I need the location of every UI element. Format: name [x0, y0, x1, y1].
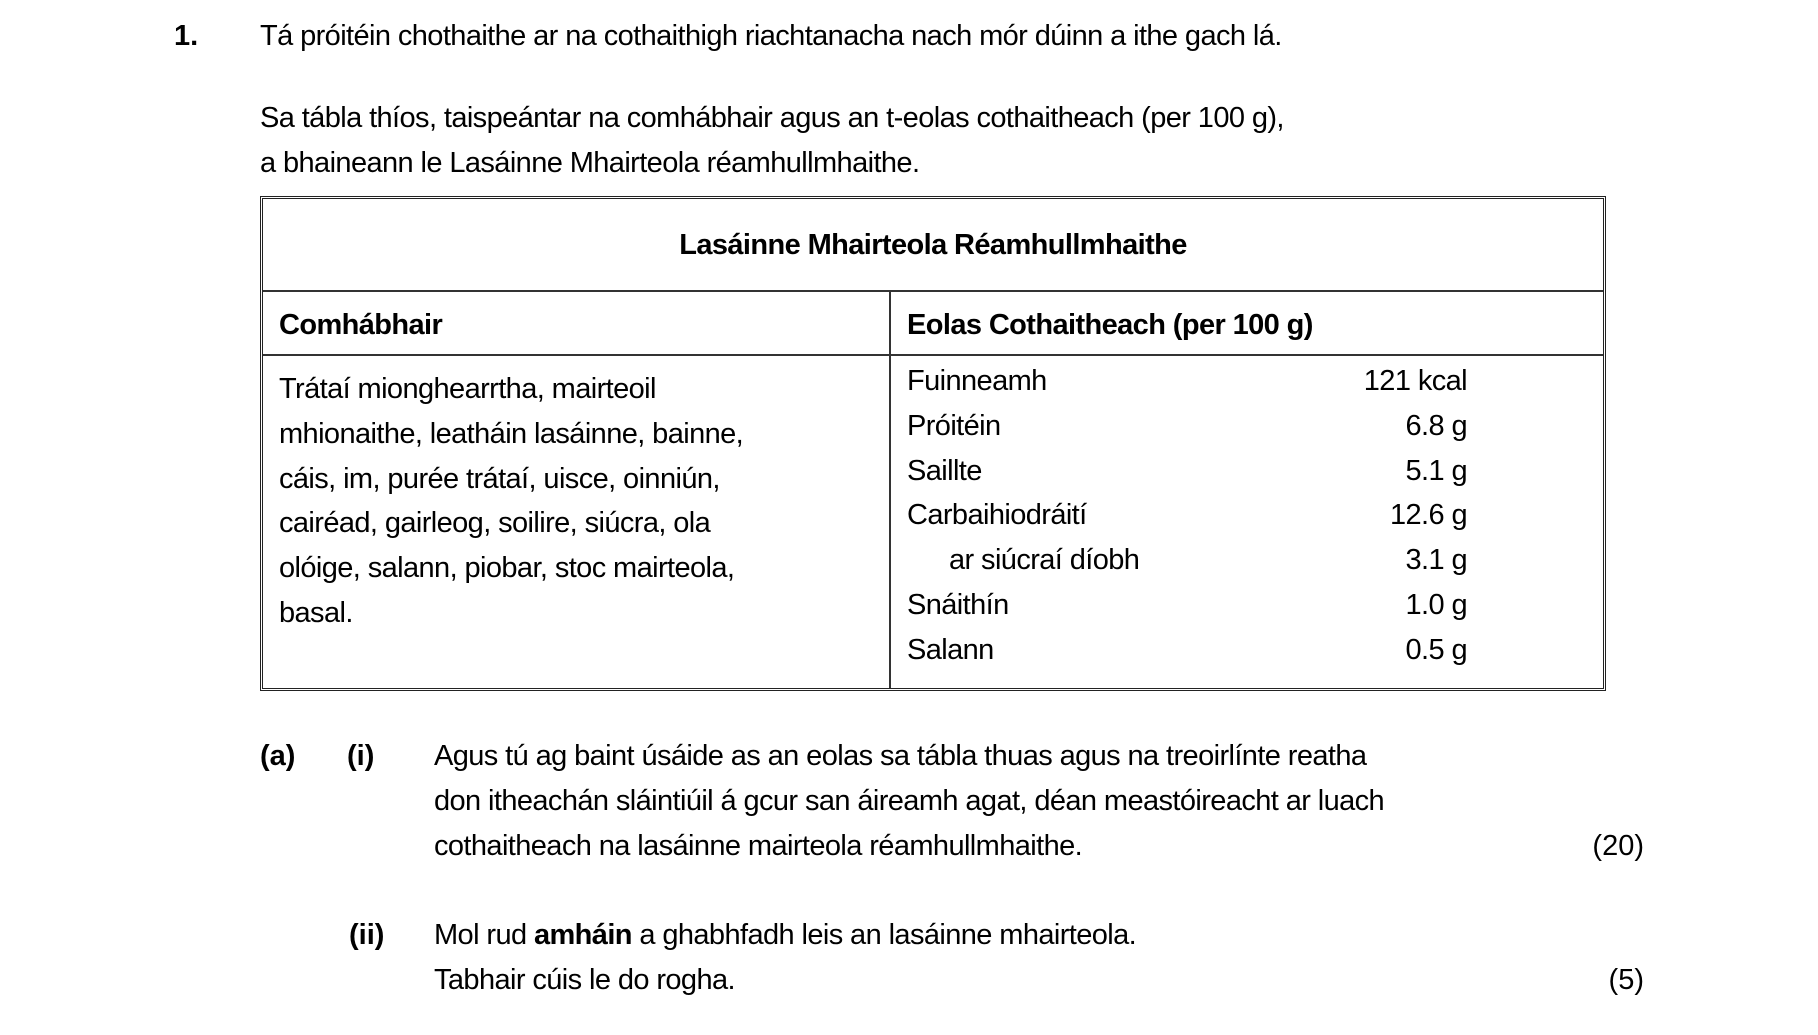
nutrient-label: Próitéin [907, 410, 1001, 442]
part-ii-text-line-1 [434, 921, 1136, 950]
nutrient-value: 5.1 g [1405, 455, 1467, 487]
nutrient-value: 6.8 g [1405, 410, 1467, 442]
table-column-divider [889, 290, 891, 688]
ingredients-line: mhionaithe, leatháin lasáinne, bainne, [279, 417, 744, 450]
nutrient-value: 0.5 g [1405, 634, 1467, 666]
question-intro-line-1: Tá próitéin chothaithe ar na cothaithigh riachtanacha nach mór dúinn a ithe gach lá. [260, 20, 1282, 52]
nutrient-label: ar siúcraí díobh [949, 544, 1140, 576]
table-divider [263, 354, 1603, 356]
table-header-ingredients: Comhábhair [279, 309, 443, 341]
part-i-text-line-3: cothaitheach na lasáinne mairteola réamhullmhaithe. [434, 830, 1083, 862]
part-ii-text-pre: Mol rud [434, 919, 534, 951]
nutrition-row-energy [907, 367, 1467, 412]
ingredients-line: olóige, salann, piobar, stoc mairteola, [279, 552, 735, 585]
nutrition-row-fat [907, 457, 1467, 502]
question-intro-line-2: Sa tábla thíos, taispeántar na comhábhair agus an t-eolas cothaitheach (per 100 g), [260, 102, 1284, 134]
nutrient-label: Saillte [907, 455, 982, 487]
ingredients-list [279, 367, 743, 636]
nutrient-label: Fuinneamh [907, 365, 1047, 397]
nutrition-table [260, 196, 1606, 691]
part-i-label: (i) [347, 740, 375, 772]
ingredients-line: cáis, im, purée trátaí, uisce, oinniún, [279, 462, 720, 495]
nutrient-label: Snáithín [907, 589, 1009, 621]
table-divider [263, 290, 1603, 292]
nutrient-value: 1.0 g [1405, 589, 1467, 621]
nutrient-label: Salann [907, 634, 994, 666]
part-ii-marks: (5) [1608, 964, 1644, 996]
ingredients-line: cairéad, gairleog, soilire, siúcra, ola [279, 507, 711, 540]
nutrient-value: 3.1 g [1405, 544, 1467, 576]
part-a-label: (a) [260, 740, 296, 772]
nutrient-value: 121 kcal [1363, 365, 1467, 397]
nutrition-row-fibre [907, 591, 1467, 636]
table-header-nutrition: Eolas Cothaitheach (per 100 g) [907, 309, 1313, 341]
nutrition-row-carbohydrate [907, 501, 1467, 546]
nutrition-row-protein [907, 412, 1467, 457]
ingredients-line: Trátaí mionghearrtha, mairteoil [279, 373, 656, 405]
table-title: Lasáinne Mhairteola Réamhullmhaithe [679, 229, 1187, 261]
part-i-text-line-2: don itheachán sláintiúil á gcur san áireamh agat, déan meastóireacht ar luach [434, 785, 1385, 817]
part-ii-emphasis: amháin [533, 919, 632, 951]
part-ii-text-line-2: Tabhair cúis le do rogha. [434, 964, 735, 996]
question-intro-line-3: a bhaineann le Lasáinne Mhairteola réamhullmhaithe. [260, 147, 920, 179]
nutrient-label: Carbaihiodráití [907, 499, 1087, 531]
nutrient-value: 12.6 g [1389, 499, 1467, 531]
question-number: 1. [174, 20, 199, 52]
part-ii-label: (ii) [349, 919, 385, 951]
ingredients-line: basal. [279, 596, 353, 629]
nutrition-row-salt [907, 636, 1467, 681]
nutrition-row-sugars [907, 546, 1467, 591]
part-ii-text-post: a ghabhfadh leis an lasáinne mhairteola. [631, 919, 1137, 951]
part-i-text-line-1: Agus tú ag baint úsáide as an eolas sa tábla thuas agus na treoirlínte reatha [434, 740, 1367, 772]
part-i-marks: (20) [1592, 830, 1644, 862]
